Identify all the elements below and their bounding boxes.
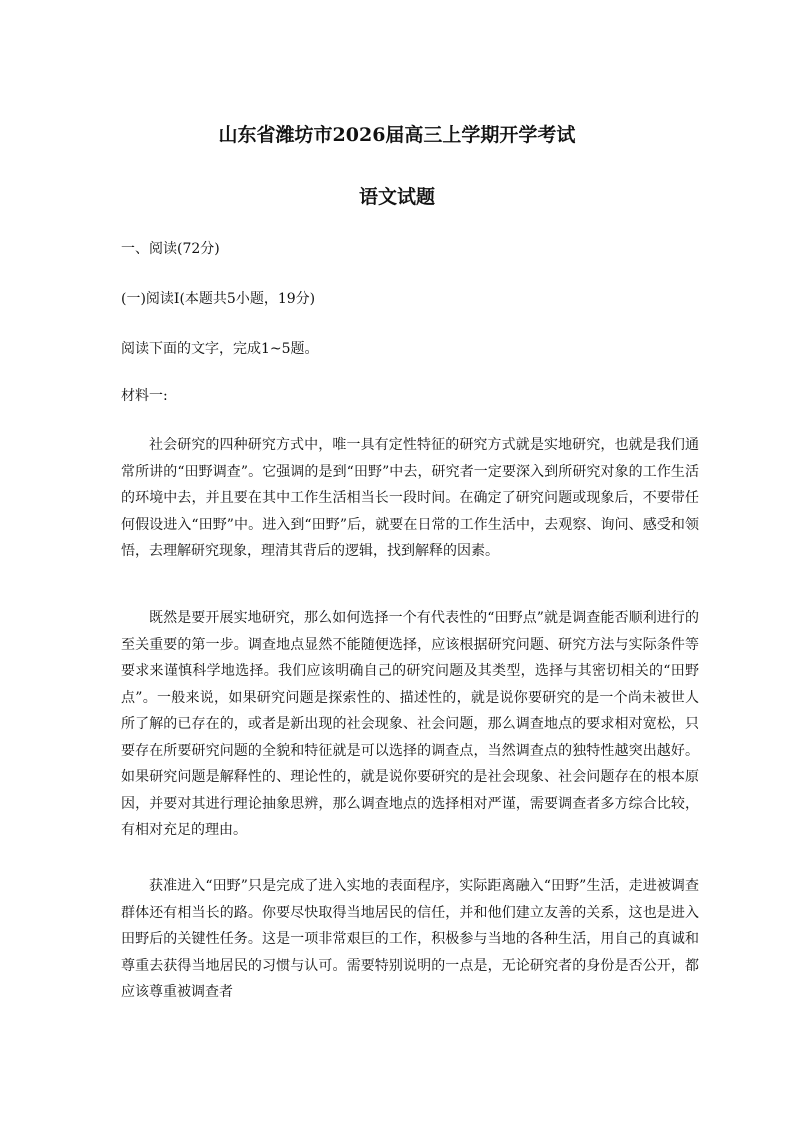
- body-paragraph-2: 既然是要开展实地研究，那么如何选择一个有代表性的“田野点”就是调查能否顺利进行的至关重要的第一步。调查地点显然不能随便选择，应该根据研究问题、研究方法与实际条件等要求来谨慎科学地选择。我们应该明确自己的研究问题及其类型，选择与其密切相关的“田野点”。一般来说，如果研究问题是探索性的、描述性的，就是说你要研究的是一个尚未被世人所了解的已存在的，或者是新出现的社会现象、社会问题，那么调查地点的要求相对宽松，只要存在所要研究问题的全貌和特征就是可以选择的调查点，当然调查点的独特性越突出越好。如果研究问题是解释性的、理论性的，就是说你要研究的是社会现象、社会问题存在的根本原因，并要对其进行理论抽象思辨，那么调查地点的选择相对严谨，需要调查者多方综合比较，有相对充足的理由。: [121, 610, 699, 838]
- reading-instruction: 阅读下面的文字，完成1~5题。: [121, 341, 319, 357]
- material-label: 材料一:: [121, 388, 168, 404]
- section-heading: 一、阅读(72分): [121, 241, 220, 257]
- document-title: 山东省潍坊市2026届高三上学期开学考试: [218, 124, 576, 146]
- body-paragraph-3: 获准进入“田野”只是完成了进入实地的表面程序，实际距离融入“田野”生活，走进被调查群体还有相当长的路。你要尽快取得当地居民的信任，并和他们建立友善的关系，这也是进入田野后的关键性任务。这是一项非常艰巨的工作，积极参与当地的各种生活，用自己的真诚和尊重去获得当地居民的习惯与认可。需要特别说明的一点是，无论研究者的身份是否公开，都应该尊重被调查者: [121, 878, 699, 1000]
- subsection-heading: (一)阅读I(本题共5小题，19分): [121, 291, 316, 307]
- body-paragraph-1: 社会研究的四种研究方式中，唯一具有定性特征的研究方式就是实地研究，也就是我们通常所讲的“田野调查”。它强调的是到“田野”中去，研究者一定要深入到所研究对象的工作生活的环境中去，并且要在其中工作生活相当长一段时间。在确定了研究问题或现象后，不要带任何假设进入“田野”中。进入到“田野”后，就要在日常的工作生活中，去观察、询问、感受和领悟，去理解研究现象，理清其背后的逻辑，找到解释的因素。: [121, 437, 699, 559]
- document-subtitle: 语文试题: [358, 186, 435, 208]
